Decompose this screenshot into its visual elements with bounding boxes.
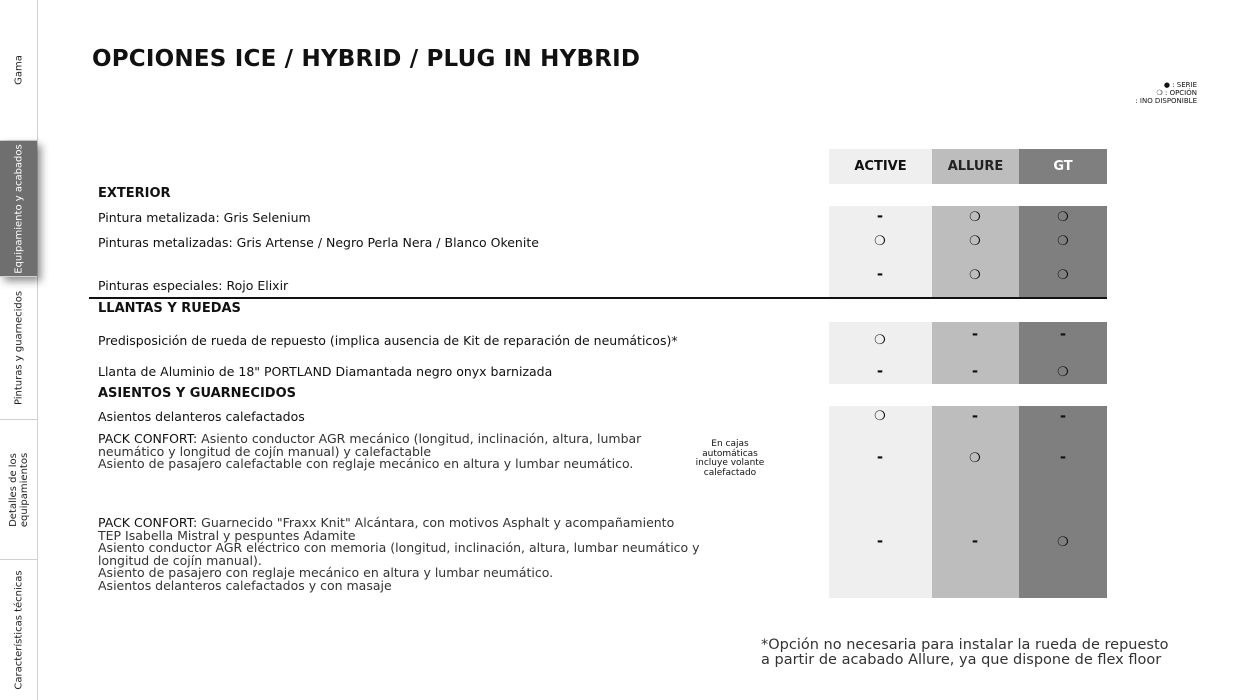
cell-allure: ❍ <box>969 451 981 466</box>
footnote <box>761 638 1169 668</box>
cell-active: - <box>876 448 884 466</box>
band-asientos-gt <box>1019 406 1107 598</box>
note-line: automáticas <box>702 448 758 459</box>
legend <box>1135 81 1197 105</box>
sidebar-tab-pinturas[interactable] <box>0 277 37 420</box>
sidebar-tab-gama[interactable] <box>0 0 37 141</box>
section-title-asientos: ASIENTOS Y GUARNECIDOS <box>98 386 297 401</box>
row-label: Llanta de Aluminio de 18" PORTLAND Diamantada negro onyx barnizada <box>98 364 553 379</box>
cell-active: ❍ <box>874 409 886 424</box>
row-label: Asientos delanteros calefactados <box>98 409 305 424</box>
cell-allure: - <box>971 362 979 380</box>
pack-desc: Guarnecido "Fraxx Knit" Alcántara, con motivos Asphalt y acompañamiento <box>197 515 675 530</box>
cell-allure: ❍ <box>969 210 981 225</box>
pack-confort-1 <box>98 433 641 471</box>
pack-confort-2 <box>98 517 700 592</box>
sidebar-tab-label: Gama <box>13 55 24 85</box>
column-header-allure: ALLURE <box>932 149 1019 184</box>
section-title-llantas: LLANTAS Y RUEDAS <box>98 301 241 316</box>
legend-serie <box>1135 81 1197 89</box>
column-header-gt: GT <box>1019 149 1107 184</box>
note-line: incluye volante <box>695 458 765 468</box>
cell-active: - <box>876 362 884 380</box>
opcion-symbol: ❍ <box>1156 89 1163 97</box>
pack-name: PACK CONFORT: <box>98 431 198 446</box>
cell-allure: - <box>971 407 979 425</box>
band-asientos-active <box>829 406 932 598</box>
footnote-line: *Opción no necesaria para instalar la rueda de repuesto <box>761 637 1169 653</box>
note-line: En cajas <box>711 439 749 449</box>
column-header-active: ACTIVE <box>829 149 932 184</box>
sidebar-tab-detalles[interactable] <box>0 420 37 560</box>
sidebar-tab-label: Detalles de los equipamientos <box>7 452 30 527</box>
row-label: Pinturas especiales: Rojo Elixir <box>98 278 289 293</box>
legend-no-disponible: : INO DISPONIBLE <box>1135 97 1197 105</box>
cell-gt: ❍ <box>1057 268 1069 283</box>
cell-gt: ❍ <box>1057 365 1069 380</box>
section-divider <box>89 297 1107 299</box>
cell-allure: - <box>971 325 979 343</box>
sidebar-tab-equipamiento[interactable] <box>0 141 37 277</box>
cell-allure: - <box>971 532 979 550</box>
cell-active: - <box>876 532 884 550</box>
pack-line: Asiento de pasajero calefactable con reglaje mecánico en altura y lumbar neumático. <box>98 456 634 471</box>
pack-line: Asiento de pasajero con reglaje mecánico en altura y lumbar neumático. <box>98 565 554 580</box>
cell-allure: ❍ <box>969 268 981 283</box>
cell-gt: ❍ <box>1057 210 1069 225</box>
row-label: Pinturas metalizadas: Gris Artense / Negro Perla Nera / Blanco Okenite <box>98 235 539 250</box>
sidebar-tab-label: Equipamiento y acabados <box>13 143 24 274</box>
sidebar-tab-label: Pinturas y guarnecidos <box>13 290 24 406</box>
cell-gt: - <box>1059 325 1067 343</box>
cell-active: - <box>876 207 884 225</box>
pack-desc: Asiento conductor AGR mecánico (longitud, inclinación, altura, lumbar <box>197 431 642 446</box>
legend-opcion <box>1135 89 1197 97</box>
page-title: OPCIONES ICE / HYBRID / PLUG IN HYBRID <box>92 46 641 72</box>
pack-line: Asiento conductor AGR eléctrico con memoria (longitud, inclinación, altura, lumbar neumático y <box>98 540 700 555</box>
legend-serie-text: : SERIE <box>1172 81 1197 89</box>
pack-line: TEP Isabella Mistral y pespuntes Adamite <box>98 527 356 543</box>
cell-gt: - <box>1059 407 1067 425</box>
section-sidebar <box>0 0 38 700</box>
pack-line: Asientos delanteros calefactados y con masaje <box>98 577 392 593</box>
row-label: Pintura metalizada: Gris Selenium <box>98 210 311 225</box>
band-asientos-allure <box>932 406 1019 598</box>
sidebar-tab-label: Características técnicas <box>13 570 24 690</box>
cell-gt: - <box>1059 448 1067 466</box>
cell-active: ❍ <box>874 333 886 348</box>
cell-active: ❍ <box>874 234 886 249</box>
footnote-line: a partir de acabado Allure, ya que dispone de flex floor <box>761 652 1162 668</box>
cell-active: - <box>876 265 884 283</box>
cell-gt: ❍ <box>1057 535 1069 550</box>
pack-line: longitud de cojín manual). <box>98 552 262 568</box>
cell-gt: ❍ <box>1057 234 1069 249</box>
serie-symbol: ● <box>1163 81 1170 89</box>
cell-allure: ❍ <box>969 234 981 249</box>
note-line: calefactado <box>703 467 757 478</box>
sidebar-tab-caracteristicas[interactable] <box>0 560 37 700</box>
row-label: Predisposición de rueda de repuesto (implica ausencia de Kit de reparación de neumáticos)* <box>98 333 678 348</box>
section-title-exterior: EXTERIOR <box>98 186 171 201</box>
pack-name: PACK CONFORT: <box>98 515 198 530</box>
pack-line: neumático y longitud de cojín manual) y calefactable <box>98 443 432 459</box>
legend-opcion-text: : OPCIÓN <box>1164 89 1197 97</box>
note-cajas-automaticas <box>692 440 768 478</box>
